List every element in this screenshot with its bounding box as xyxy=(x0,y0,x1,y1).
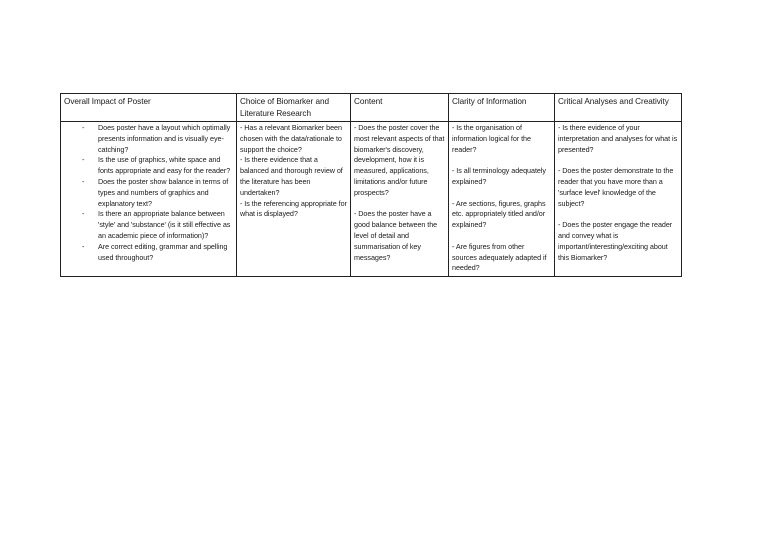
header-content: Content xyxy=(351,94,449,122)
cell-overall-impact xyxy=(61,122,237,277)
criterion-text: - Is the referencing appropriate for what is displayed? xyxy=(240,198,347,219)
list-item: - Does poster have a layout which optimally presents information and is visually eye-catching? xyxy=(82,123,231,154)
header-overall-impact: Overall Impact of Poster xyxy=(61,94,237,122)
criterion-text: - Does the poster demonstrate to the reader that you have more than a 'surface level' knowledge of the subject? xyxy=(558,166,674,208)
criterion-text: - Has a relevant Biomarker been chosen with the data/rationale to support the choice? xyxy=(240,123,342,154)
list-item: - Is there an appropriate balance between 'style' and 'substance' (is it still effective as an academic piece of information)? xyxy=(82,209,231,240)
criterion-text: - Are sections, figures, graphs etc. appropriately titled and/or explained? xyxy=(452,198,546,230)
cell-content xyxy=(351,122,449,277)
overall-impact-list xyxy=(64,123,233,263)
header-clarity: Clarity of Information xyxy=(449,94,555,122)
list-item: - Is the use of graphics, white space and fonts appropriate and easy for the reader? xyxy=(82,155,231,176)
criterion-text: - Is there evidence of your interpretation and analyses for what is presented? xyxy=(558,123,678,154)
list-item: - Are correct editing, grammar and spelling used throughout? xyxy=(82,241,228,262)
criterion-text: - Is there evidence that a balanced and thorough review of the literature has been undertaken? xyxy=(240,155,343,197)
criterion-text: - Are figures from other sources adequately adapted if needed? xyxy=(452,241,547,273)
header-row xyxy=(61,94,682,122)
criteria-row xyxy=(61,122,682,277)
criterion-text: - Does the poster engage the reader and convey what is important/interesting/exciting about this Biomarker? xyxy=(558,220,673,262)
header-critical-analyses: Critical Analyses and Creativity xyxy=(555,94,682,122)
criterion-text: - Is all terminology adequately explained? xyxy=(452,166,546,186)
criterion-text: - Does the poster cover the most relevant aspects of that biomarker's discovery, development, how it is measured, applications, limitations and/or future prospects? xyxy=(354,123,445,197)
criterion-text: - Does the poster have a good balance between the level of detail and summarisation of key messages? xyxy=(354,209,438,262)
cell-clarity xyxy=(449,122,555,277)
criterion-text: - Is the organisation of information logical for the reader? xyxy=(452,123,531,154)
cell-choice-of-biomarker xyxy=(237,122,351,277)
list-item: - Does the poster show balance in terms of types and numbers of graphics and explanatory text? xyxy=(82,176,229,208)
rubric-table xyxy=(60,93,682,277)
cell-critical-analyses xyxy=(555,122,682,277)
header-choice-of-biomarker: Choice of Biomarker and Literature Research xyxy=(237,94,351,122)
